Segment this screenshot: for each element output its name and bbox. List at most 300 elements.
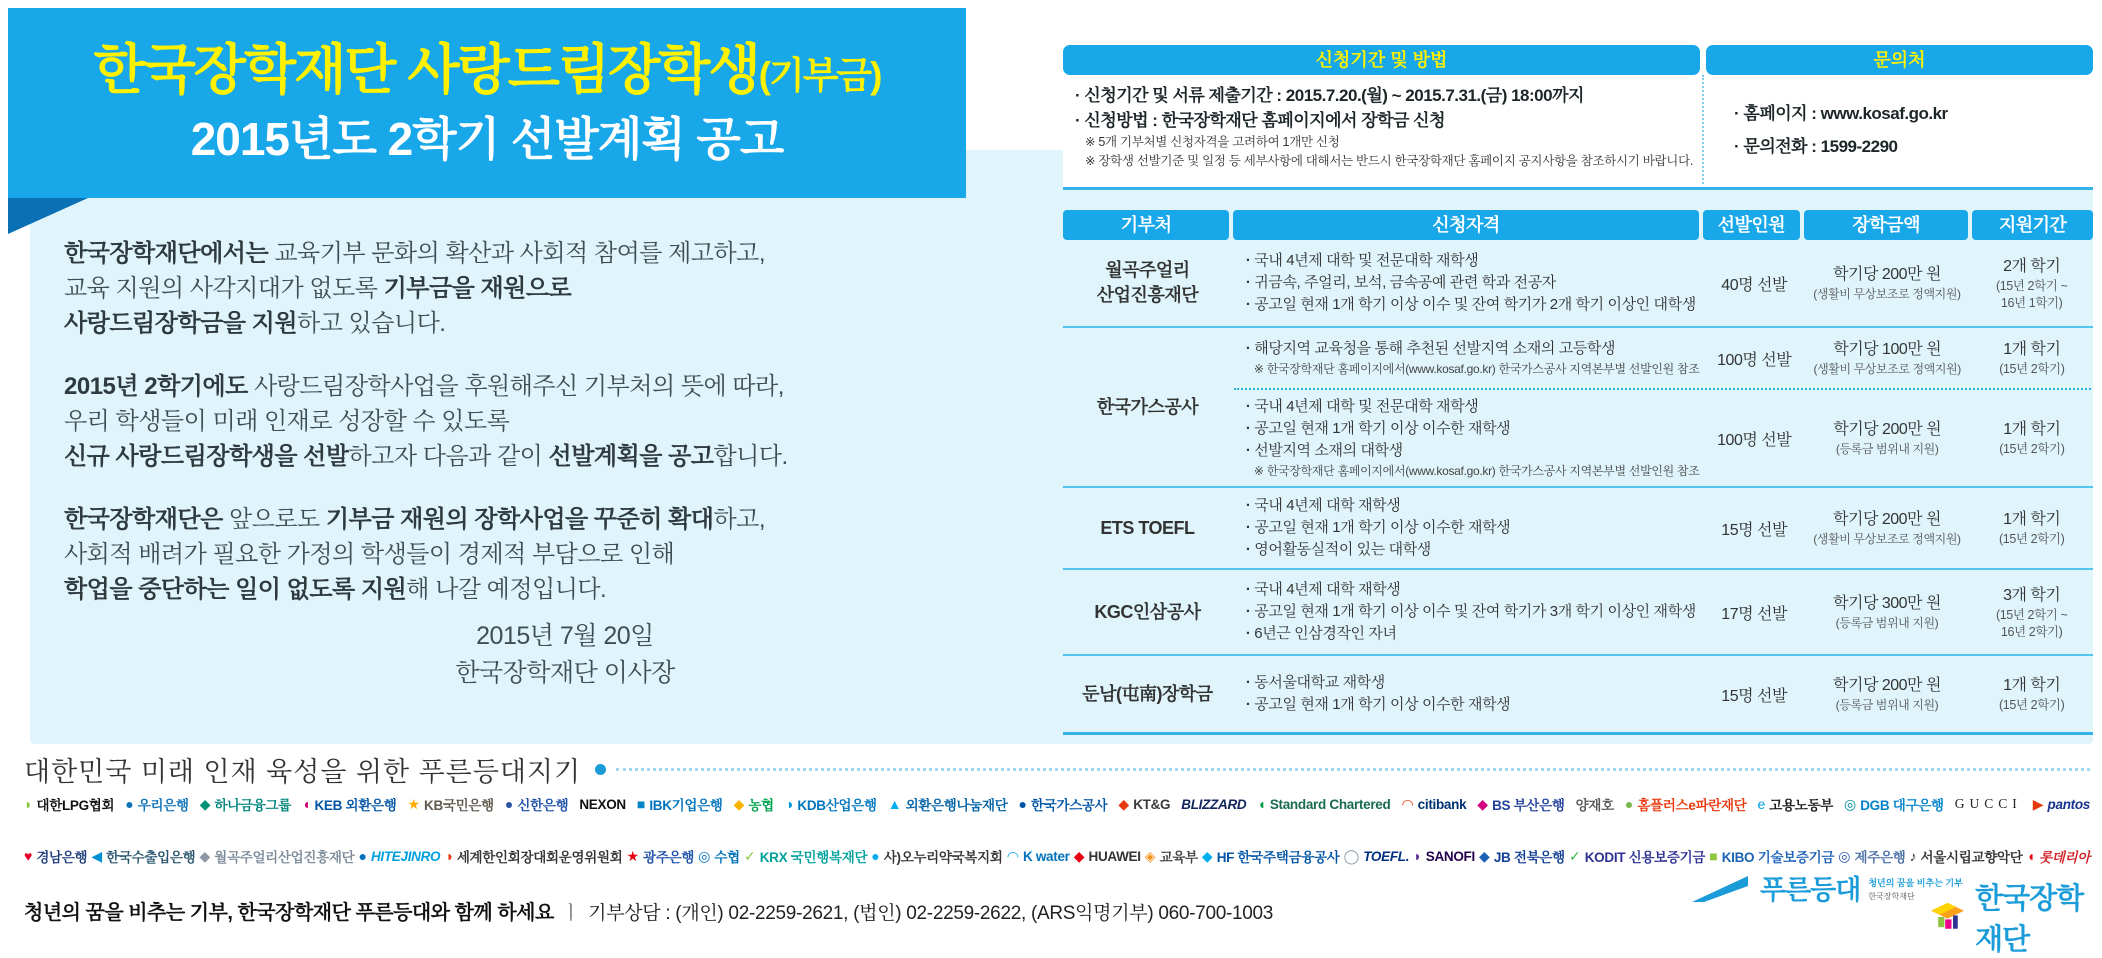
table-row-1 bbox=[1063, 240, 2093, 328]
scholarship-amount-note: (등록금 범위내 지원) bbox=[1835, 698, 1939, 712]
intro-text-segment: 기부금을 재원으로 bbox=[383, 275, 572, 302]
banner-title-paren: (기부금) bbox=[758, 55, 881, 96]
method-bullet bbox=[1075, 108, 1700, 133]
application-info-body bbox=[1063, 75, 2093, 184]
sponsor-logo-icon: e bbox=[1757, 796, 1766, 812]
sponsor-logo bbox=[1118, 797, 1170, 812]
amount-cell bbox=[1804, 656, 1971, 732]
selection-count-cell bbox=[1705, 390, 1804, 486]
intro-line bbox=[64, 306, 804, 341]
qualification-text: 공고일 현재 1개 학기 이상 이수 및 잔여 학기가 3개 학기 이상인 재학생 bbox=[1254, 603, 1696, 620]
sponsor-logo bbox=[1838, 846, 1905, 866]
qualification-bullet bbox=[1246, 294, 1696, 316]
sponsor-logo bbox=[744, 846, 867, 866]
sponsor-logo-icon: ◑ bbox=[784, 796, 794, 812]
sponsor-logo-label: KODIT 신용보증기금 bbox=[1584, 850, 1706, 865]
sponsor-logo-label: 우리은행 bbox=[137, 798, 189, 813]
column-header-1: 기부처 bbox=[1063, 210, 1229, 240]
sponsor-logo-icon: ◆ bbox=[1477, 796, 1489, 812]
amount-cell bbox=[1804, 488, 1971, 568]
sponsor-logo bbox=[1844, 794, 1944, 814]
qualification-text: 선발지역 소재의 대학생 bbox=[1254, 442, 1403, 459]
sponsor-logo-icon: ◆ bbox=[1073, 848, 1085, 864]
header-application-method: 신청기간 및 방법 bbox=[1063, 45, 1700, 75]
sponsor-logo-icon: ■ bbox=[1709, 848, 1718, 864]
qualification-bullet bbox=[1246, 272, 1556, 294]
application-info-header bbox=[1063, 45, 2093, 75]
sponsor-logo-label: KT&G bbox=[1133, 796, 1171, 812]
support-period: 1개 학기 bbox=[2003, 511, 2061, 528]
sub-row-1 bbox=[1232, 328, 2093, 388]
intro-text-segment: 신규 사랑드림장학생을 선발 bbox=[64, 443, 349, 470]
sponsor-logo-label: HUAWEI bbox=[1088, 848, 1141, 864]
scholarship-amount: 학기당 200만 원 bbox=[1833, 511, 1941, 528]
table-row-3 bbox=[1063, 488, 2093, 570]
sponsor-logo bbox=[2027, 846, 2090, 866]
kosaf-title: 한국장학재단 bbox=[1975, 883, 2084, 956]
selection-count: 100명 선발 bbox=[1717, 351, 1792, 369]
sponsor-logo-icon: ◎ bbox=[698, 848, 711, 864]
sponsor-logo bbox=[407, 794, 493, 814]
sponsor-logo-label: K water bbox=[1022, 848, 1070, 864]
sponsor-logo-label: DGB 대구은행 bbox=[1860, 798, 1944, 813]
sponsor-logo-icon: ♪ bbox=[1909, 848, 1917, 864]
sponsor-logo-label: HITEJINRO bbox=[370, 848, 441, 864]
sponsor-logo-label: 경남은행 bbox=[36, 850, 88, 865]
bullet-dot: · bbox=[1245, 696, 1255, 713]
qualification-text: 국내 4년제 대학 및 전문대학 재학생 bbox=[1254, 252, 1479, 269]
sponsor-logo-icon: ● bbox=[871, 848, 880, 864]
method-bullet bbox=[1075, 83, 1700, 108]
selection-count-cell bbox=[1705, 240, 1804, 326]
intro-line bbox=[64, 271, 804, 306]
support-period: 3개 학기 bbox=[2003, 586, 2061, 604]
qualification-text: 6년근 인삼경작인 자녀 bbox=[1254, 625, 1397, 642]
bullet-dot: · bbox=[1245, 340, 1255, 357]
sponsor-logo-icon: ◎ bbox=[1844, 796, 1857, 812]
selection-count: 100명 선발 bbox=[1717, 431, 1792, 449]
sponsor-logo-label: 한국수출입은행 bbox=[106, 850, 196, 865]
intro-text-segment: 하고, bbox=[713, 506, 766, 533]
sponsor-logo bbox=[1413, 849, 1475, 864]
sponsors-tagline bbox=[24, 750, 2090, 789]
bullet-dot: · bbox=[1245, 541, 1255, 558]
sponsor-logo-icon: ▶ bbox=[2032, 796, 2044, 812]
sponsor-logo bbox=[2033, 797, 2090, 812]
qualification-bullet bbox=[1246, 601, 1696, 623]
contact-bullet bbox=[1734, 101, 2093, 126]
sponsor-logo-icon: ● bbox=[1624, 796, 1634, 812]
bullet-dot: · bbox=[1245, 674, 1255, 691]
sponsor-logo-icon: ◆ bbox=[199, 796, 211, 812]
qualification-bullet bbox=[1246, 623, 1397, 645]
intro-text-segment: 우리 학생들이 미래 인재로 성장할 수 있도록 bbox=[64, 408, 510, 435]
bullet-dot: · bbox=[1245, 398, 1255, 415]
sponsor-logo bbox=[785, 794, 877, 814]
sponsor-logo-icon: ◖ bbox=[2026, 848, 2036, 864]
sponsor-logo-label: 광주은행 bbox=[643, 850, 695, 865]
sponsor-logo-icon: ◑ bbox=[444, 848, 453, 864]
support-period: 2개 학기 bbox=[2003, 257, 2061, 275]
sponsor-logo-icon: ▲ bbox=[887, 796, 902, 812]
sponsor-logo-label: 고용노동부 bbox=[1769, 798, 1834, 813]
intro-text-segment: 한국장학재단에서는 bbox=[64, 240, 275, 267]
sponsor-logo-label: 롯데리아 bbox=[2039, 850, 2090, 865]
sponsor-logo bbox=[1758, 794, 1834, 814]
sponsor-logo-icon: ◖ bbox=[301, 796, 311, 812]
sponsor-logo bbox=[1181, 797, 1246, 812]
qualification-bullet bbox=[1246, 517, 1510, 539]
qualification-cell bbox=[1232, 240, 1705, 326]
sponsor-logo bbox=[1344, 849, 1410, 864]
intro-line bbox=[64, 404, 804, 439]
scholarship-amount-note: (생활비 무상보조로 정액지원) bbox=[1813, 532, 1961, 546]
sponsor-logo bbox=[1401, 797, 1466, 812]
sponsor-logo-icon: ◆ bbox=[1479, 848, 1490, 864]
intro-paragraphs bbox=[64, 236, 804, 635]
sponsor-logo-label: 양재호 bbox=[1575, 798, 1614, 813]
support-period: 1개 학기 bbox=[2003, 341, 2061, 358]
support-period-note: (15년 2학기) bbox=[1999, 442, 2065, 456]
period-cell bbox=[1970, 488, 2093, 568]
column-header-5: 지원기간 bbox=[1972, 210, 2093, 240]
qualification-cell bbox=[1232, 570, 1705, 654]
sponsor-logo-label: KIBO 기술보증기금 bbox=[1721, 850, 1835, 865]
qualification-text: 국내 4년제 대학 재학생 bbox=[1254, 581, 1401, 598]
qualification-note: ※ 한국장학재단 홈페이지에서(www.kosaf.go.kr) 한국가스공사 지역본부별 선발인원 참조 bbox=[1253, 362, 1700, 376]
donor-cell bbox=[1063, 656, 1232, 732]
bullet-dot: · bbox=[1734, 103, 1744, 123]
qualification-text: 국내 4년제 대학 재학생 bbox=[1254, 497, 1401, 514]
sponsor-logo bbox=[91, 846, 195, 866]
sponsors-tagline-text: 대한민국 미래 인재 육성을 위한 푸른등대지기 bbox=[24, 757, 582, 787]
intro-text-segment: 하고자 다음과 같이 bbox=[348, 443, 549, 470]
qualification-bullet bbox=[1246, 579, 1400, 601]
sponsor-logo bbox=[579, 797, 626, 812]
tagline-dot-icon bbox=[595, 764, 606, 775]
pureun-deungdae-logo bbox=[1690, 874, 1963, 904]
sponsor-logo-label: GUCCI bbox=[1954, 796, 2022, 811]
intro-text-segment: 한국장학재단은 bbox=[64, 506, 229, 533]
sponsor-logo-label: JB 전북은행 bbox=[1493, 850, 1565, 865]
sponsor-logo-icon: ✓ bbox=[1569, 848, 1581, 864]
sponsor-logo-icon: ★ bbox=[626, 848, 640, 864]
sponsor-logo-label: IBK기업은행 bbox=[649, 798, 723, 813]
donor-name: 한국가스공사 bbox=[1096, 396, 1199, 417]
bullet-dot: · bbox=[1245, 625, 1255, 642]
sponsor-logo-label: 서울시립교향악단 bbox=[1920, 850, 2023, 865]
contact-bullet bbox=[1734, 134, 2093, 159]
intro-paragraph-1 bbox=[64, 236, 804, 341]
sponsor-logo bbox=[888, 794, 1008, 814]
scholarship-amount-note: (생활비 무상보조로 정액지원) bbox=[1813, 362, 1961, 376]
sponsor-logo-label: HF 한국주택금융공사 bbox=[1216, 850, 1340, 865]
sponsor-logo bbox=[1955, 796, 2022, 812]
sponsor-logo-icon: ◠ bbox=[1006, 848, 1019, 864]
graduation-cap-icon bbox=[1928, 896, 1967, 938]
lighthouse-beam-icon bbox=[1690, 874, 1752, 904]
sponsor-logo bbox=[1910, 846, 2023, 866]
sub-row-wrap bbox=[1232, 328, 2093, 486]
intro-line bbox=[64, 572, 804, 607]
sponsor-logo-icon: ● bbox=[358, 848, 367, 864]
sponsor-logo-label: BS 부산은행 bbox=[1492, 798, 1565, 813]
sub-row-2 bbox=[1232, 390, 2093, 486]
table-row-4 bbox=[1063, 570, 2093, 656]
contact-bullet-text: 문의전화 : 1599-2290 bbox=[1743, 136, 1898, 156]
qualification-text: 공고일 현재 1개 학기 이상 이수한 재학생 bbox=[1254, 420, 1511, 437]
intro-line bbox=[64, 236, 804, 271]
amount-cell bbox=[1804, 240, 1971, 326]
donor-cell bbox=[1063, 488, 1232, 568]
intro-line bbox=[64, 369, 804, 404]
column-header-4: 장학금액 bbox=[1804, 210, 1968, 240]
selection-count: 15명 선발 bbox=[1721, 521, 1787, 539]
scholarship-amount: 학기당 300만 원 bbox=[1833, 595, 1941, 612]
intro-line bbox=[64, 439, 804, 474]
method-bullet-text: 신청기간 및 서류 제출기간 : 2015.7.20.(월) ~ 2015.7.31.(금) 18:00까지 bbox=[1084, 86, 1584, 105]
support-period-note: 16년 2학기) bbox=[2000, 624, 2063, 639]
title-banner bbox=[8, 8, 966, 198]
bullet-dot: · bbox=[1245, 519, 1255, 536]
bullet-dot: · bbox=[1245, 497, 1255, 514]
sponsor-logo-label: 제주은행 bbox=[1854, 850, 1906, 865]
support-period-note: (15년 2학기 ~ bbox=[1995, 607, 2068, 622]
sponsor-logo bbox=[24, 794, 114, 814]
method-note: ※ 장학생 선발기준 및 일정 등 세부사항에 대해서는 반드시 한국장학재단 홈페이지 공지사항을 참조하시기 바랍니다. bbox=[1085, 154, 1694, 168]
sponsor-logo bbox=[199, 846, 354, 866]
qualification-text: 동서울대학교 재학생 bbox=[1254, 674, 1385, 691]
sponsor-logo bbox=[1709, 846, 1834, 866]
qualification-cell bbox=[1232, 390, 1705, 486]
sponsor-logo-icon: ■ bbox=[636, 796, 646, 812]
intro-text-segment: 교육기부 문화의 확산과 사회적 참여를 제고하고, bbox=[274, 240, 766, 267]
donation-contact-line bbox=[24, 896, 1273, 925]
scholarship-amount: 학기당 200만 원 bbox=[1833, 677, 1941, 694]
tagline-dotted-line bbox=[616, 768, 2090, 771]
selection-count: 15명 선발 bbox=[1721, 687, 1787, 705]
table-row-5 bbox=[1063, 656, 2093, 735]
donation-phone-info: 기부상담 : (개인) 02-2259-2621, (법인) 02-2259-2622, (ARS익명기부) 060-700-1003 bbox=[588, 903, 1274, 924]
qualification-bullet bbox=[1246, 250, 1478, 272]
sponsor-logos-row-1 bbox=[24, 794, 2090, 814]
selection-count-cell bbox=[1705, 328, 1804, 388]
sponsor-logos-row-2 bbox=[24, 846, 2090, 866]
bullet-dot: · bbox=[1734, 136, 1744, 156]
banner-fold-ribbon bbox=[8, 198, 88, 234]
qualification-text: 공고일 현재 1개 학기 이상 이수 및 잔여 학기가 2개 학기 이상인 대학생 bbox=[1254, 296, 1696, 313]
intro-line bbox=[64, 502, 804, 537]
sponsor-logo-label: 수협 bbox=[714, 850, 740, 865]
donor-cell bbox=[1063, 328, 1232, 486]
qualification-text: 해당지역 교육청을 통해 추천된 선발지역 소재의 고등학생 bbox=[1254, 340, 1616, 357]
intro-text-segment: 학업을 중단하는 일이 없도록 지원 bbox=[64, 576, 407, 603]
sponsor-logo-label: 한국가스공사 bbox=[1030, 798, 1108, 813]
application-info-table bbox=[1063, 45, 2093, 190]
selection-count: 17명 선발 bbox=[1721, 605, 1787, 623]
scholarship-table bbox=[1063, 210, 2093, 735]
contact-bullet-text: 홈페이지 : www.kosaf.go.kr bbox=[1743, 103, 1948, 123]
header-contact: 문의처 bbox=[1706, 45, 2093, 75]
scholarship-amount: 학기당 200만 원 bbox=[1833, 421, 1942, 438]
sponsor-logo-label: SANOFI bbox=[1425, 848, 1475, 864]
intro-text-segment: 교육 지원의 사각지대가 없도록 bbox=[64, 275, 384, 302]
sponsor-logo-icon: ◎ bbox=[1838, 848, 1851, 864]
sponsor-logo bbox=[1576, 794, 1614, 814]
intro-text-segment: 앞으로도 bbox=[228, 506, 326, 533]
sponsor-logo-icon: ◆ bbox=[733, 796, 745, 812]
sponsor-logo-icon: ● bbox=[504, 796, 514, 812]
qualification-note: ※ 한국장학재단 홈페이지에서(www.kosaf.go.kr) 한국가스공사 지역본부별 선발인원 참조 bbox=[1253, 464, 1700, 478]
intro-text-segment: 2015년 2학기에도 bbox=[64, 373, 254, 400]
selection-count-cell bbox=[1705, 656, 1804, 732]
sponsor-logo-icon: ◆ bbox=[199, 848, 211, 864]
method-bullet-text: 신청방법 : 한국장학재단 홈페이지에서 장학금 신청 bbox=[1084, 111, 1446, 130]
qualification-text: 영어활동실적이 있는 대학생 bbox=[1254, 541, 1431, 558]
sponsor-logo-icon: ◯ bbox=[1343, 848, 1360, 864]
scholarship-table-header bbox=[1063, 210, 2093, 240]
announcement-date: 2015년 7월 20일 bbox=[476, 622, 654, 650]
sponsor-logo-label: 대한LPG협회 bbox=[36, 798, 115, 813]
donor-name: 둔남(屯南)장학금 bbox=[1082, 683, 1213, 704]
qualification-text: 국내 4년제 대학 및 전문대학 재학생 bbox=[1254, 398, 1479, 415]
period-cell bbox=[1970, 656, 2093, 732]
support-period-note: (15년 2학기) bbox=[1999, 698, 2065, 712]
sponsor-logo-icon: ♥ bbox=[24, 848, 33, 864]
qualification-text: 공고일 현재 1개 학기 이상 이수한 재학생 bbox=[1254, 519, 1511, 536]
kosaf-logo bbox=[1928, 876, 2102, 958]
sponsor-logo-icon: ◗ bbox=[24, 796, 33, 812]
sponsor-logo bbox=[1074, 849, 1141, 864]
sponsor-logo bbox=[302, 794, 397, 814]
qualification-bullet bbox=[1246, 694, 1510, 716]
sponsor-logo-icon: ◀ bbox=[91, 848, 103, 864]
bullet-dot: · bbox=[1245, 581, 1255, 598]
intro-paragraph-3 bbox=[64, 502, 804, 607]
scholarship-amount: 학기당 200만 원 bbox=[1833, 266, 1941, 283]
announcement-signature: 한국장학재단 이사장 bbox=[455, 659, 675, 687]
period-cell bbox=[1970, 240, 2093, 326]
sponsor-logo-label: 월곡주얼리산업진흥재단 bbox=[214, 850, 355, 865]
bullet-dot: · bbox=[1075, 111, 1085, 130]
sponsor-logo-icon: ◖ bbox=[1257, 796, 1266, 812]
application-method-cell bbox=[1063, 75, 1700, 184]
sponsor-logo bbox=[1625, 794, 1747, 814]
intro-text-segment: 사랑드림장학금을 지원 bbox=[64, 310, 298, 337]
sponsor-logo bbox=[1007, 849, 1070, 864]
sponsor-logo-label: Standard Chartered bbox=[1269, 796, 1391, 812]
donor-name: KGC인삼공사 bbox=[1094, 601, 1201, 622]
intro-text-segment: 선발계획을 공고 bbox=[548, 443, 714, 470]
qualification-bullet bbox=[1246, 539, 1431, 561]
sponsor-logo-label: KDB산업은행 bbox=[797, 798, 877, 813]
pureun-deungdae-title: 푸른등대 bbox=[1760, 875, 1861, 905]
sponsor-logo bbox=[505, 794, 568, 814]
pureun-org: 한국장학재단 bbox=[1868, 892, 1915, 901]
scholarship-amount: 학기당 100만 원 bbox=[1833, 341, 1942, 358]
sponsor-logo bbox=[358, 849, 440, 864]
qualification-bullet bbox=[1246, 418, 1510, 440]
column-header-3: 선발인원 bbox=[1703, 210, 1800, 240]
sponsor-logo-label: TOEFL. bbox=[1363, 848, 1410, 864]
sponsor-logo-label: 교육부 bbox=[1159, 850, 1198, 865]
sponsor-logo-icon: ◠ bbox=[1401, 796, 1414, 812]
sponsor-logo-label: 농협 bbox=[748, 798, 774, 813]
qualification-bullet bbox=[1246, 440, 1403, 462]
intro-text-segment: 사랑드림장학사업을 후원해주신 기부처의 뜻에 따라, bbox=[254, 373, 784, 400]
period-cell bbox=[1971, 328, 2093, 388]
selection-count: 40명 선발 bbox=[1721, 276, 1787, 294]
sponsor-logo-label: KB국민은행 bbox=[424, 798, 494, 813]
contact-cell bbox=[1706, 75, 2093, 184]
qualification-text: 귀금속, 주얼리, 보석, 금속공예 관련 학과 전공자 bbox=[1254, 274, 1556, 291]
sponsor-logo bbox=[1145, 846, 1198, 866]
bullet-dot: · bbox=[1245, 296, 1255, 313]
qualification-bullet bbox=[1246, 396, 1478, 418]
donor-name: 월곡주얼리 bbox=[1105, 260, 1190, 280]
sponsor-logo-label: NEXON bbox=[579, 796, 626, 812]
sponsor-logo bbox=[1202, 846, 1340, 866]
sponsor-logo bbox=[24, 846, 87, 866]
banner-subtitle: 2015년도 2학기 선발계획 공고 bbox=[190, 113, 784, 165]
sponsor-logo bbox=[734, 794, 774, 814]
dotted-divider bbox=[1702, 75, 1704, 184]
sponsor-logo-icon: ✓ bbox=[743, 848, 756, 864]
donor-name: 산업진흥재단 bbox=[1096, 285, 1199, 305]
support-period-note: (15년 2학기 ~ bbox=[1995, 278, 2068, 293]
bullet-dot: · bbox=[1245, 252, 1255, 269]
method-note: ※ 5개 기부처별 신청자격을 고려하여 1개만 신청 bbox=[1085, 135, 1340, 149]
scholarship-table-body bbox=[1063, 240, 2093, 735]
qualification-text: 공고일 현재 1개 학기 이상 이수한 재학생 bbox=[1254, 696, 1511, 713]
sponsor-logo-label: KEB 외환은행 bbox=[314, 798, 397, 813]
sponsor-logo bbox=[1569, 846, 1705, 866]
sponsor-logo-icon: ◗ bbox=[1413, 848, 1422, 864]
intro-text-segment: 해 나갈 예정입니다. bbox=[406, 576, 607, 603]
footer-separator: ㅣ bbox=[561, 903, 581, 924]
intro-text-segment: 합니다. bbox=[713, 443, 788, 470]
support-period: 1개 학기 bbox=[2003, 421, 2061, 438]
period-cell bbox=[1970, 570, 2093, 654]
column-header-2: 신청자격 bbox=[1233, 210, 1698, 240]
sponsor-logo bbox=[627, 846, 695, 866]
amount-cell bbox=[1804, 570, 1971, 654]
scholarship-amount-note: (등록금 범위내 지원) bbox=[1835, 442, 1939, 456]
sponsor-logo bbox=[698, 846, 740, 866]
bullet-dot: · bbox=[1245, 274, 1255, 291]
sponsor-logo bbox=[200, 794, 291, 814]
sponsor-logo-label: 신한은행 bbox=[517, 798, 569, 813]
sponsor-logo bbox=[1479, 846, 1565, 866]
bullet-dot: · bbox=[1245, 603, 1255, 620]
sponsor-logo-icon: ◆ bbox=[1201, 848, 1213, 864]
sponsor-logo bbox=[637, 794, 723, 814]
bullet-dot: · bbox=[1075, 86, 1085, 105]
qualification-bullet bbox=[1246, 495, 1400, 517]
support-period-note: (15년 2학기) bbox=[1999, 532, 2065, 546]
sponsor-logo-label: citibank bbox=[1417, 796, 1467, 812]
sponsor-logo bbox=[1019, 794, 1108, 814]
donation-slogan: 청년의 꿈을 비추는 기부, 한국장학재단 푸른등대와 함께 하세요 bbox=[24, 902, 554, 924]
qualification-cell bbox=[1232, 656, 1705, 732]
qualification-cell bbox=[1232, 328, 1705, 388]
sponsor-logo-icon: ★ bbox=[407, 796, 421, 812]
sponsor-logo-label: 사)오누리약국복지회 bbox=[883, 850, 1003, 865]
sponsor-logo-label: pantos bbox=[2047, 796, 2090, 812]
scholarship-amount-note: (생활비 무상보조로 정액지원) bbox=[1813, 287, 1961, 301]
donor-cell bbox=[1063, 240, 1232, 326]
sponsor-logo-label: KRX 국민행복재단 bbox=[759, 850, 868, 865]
